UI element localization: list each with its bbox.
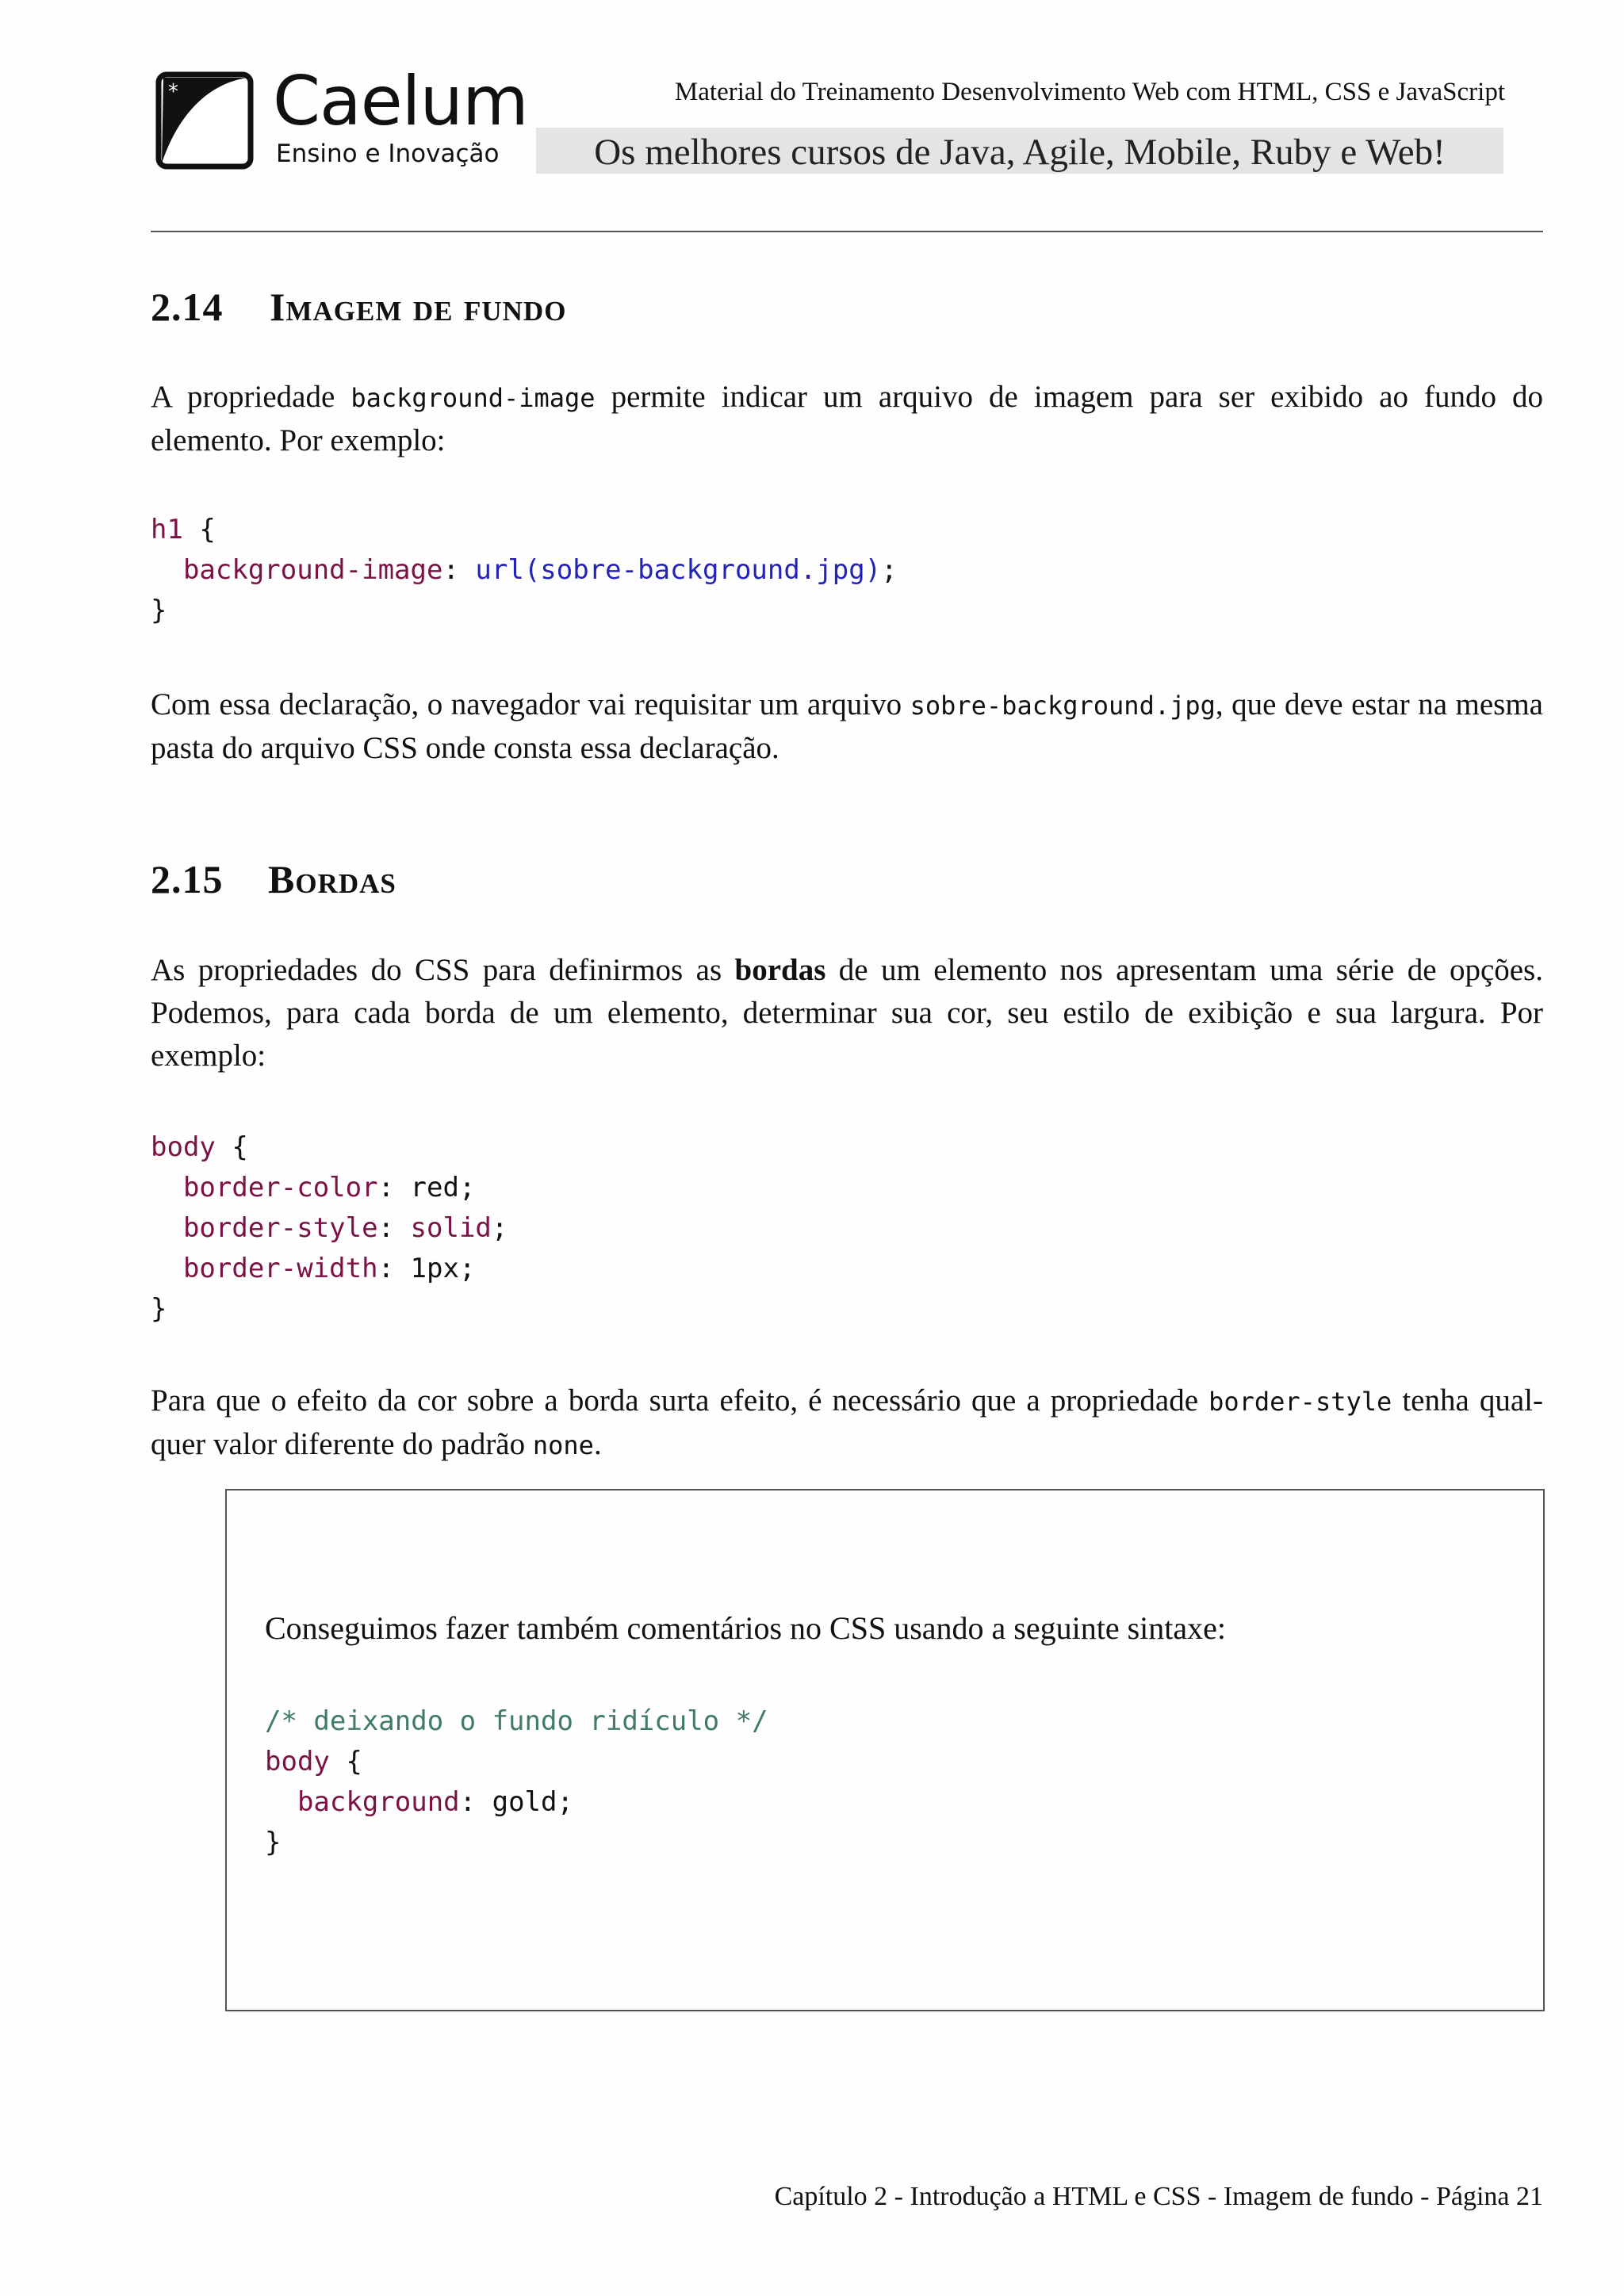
code-selector: body	[151, 1131, 216, 1163]
code-indent	[151, 1212, 183, 1244]
code-semicolon: ;	[491, 1212, 508, 1244]
code-selector: h1	[151, 514, 183, 545]
text-run: tenha qual-quer valor diferente do padrão	[151, 1383, 1543, 1461]
tip-code-block	[265, 1701, 768, 1863]
section-number: 2.15	[151, 857, 224, 901]
code-value: gold;	[492, 1786, 573, 1818]
paragraph	[151, 949, 1543, 1077]
code-colon: :	[377, 1212, 411, 1244]
code-brace: }	[151, 595, 167, 626]
text-run: Para que o efeito da cor sobre a borda surta efeito, é necessário que a propriedade	[151, 1383, 1209, 1418]
code-property: border-style	[182, 1212, 378, 1244]
text-run: permite indicar um arquivo de imagem para ser exibido ao fundo do elemento. Por exemplo:	[151, 380, 1543, 457]
code-brace: }	[151, 1293, 167, 1325]
code-comment: /* deixando o fundo ridículo */	[265, 1705, 768, 1737]
code-selector: body	[265, 1746, 330, 1777]
code-semicolon: ;	[881, 554, 898, 586]
code-indent	[265, 1786, 297, 1818]
section-title: Imagem de fundo	[270, 285, 567, 329]
code-indent	[151, 1253, 183, 1284]
code-property: background-image	[182, 554, 443, 586]
inline-code: border-style	[1208, 1387, 1392, 1417]
caelum-logo-mark-icon	[155, 71, 254, 170]
logo-name: Caelum	[273, 62, 528, 141]
text-run: As propriedades do CSS para definirmos as	[151, 953, 735, 987]
code-value: url(sobre-background.jpg)	[475, 554, 882, 586]
header-divider	[151, 231, 1543, 232]
code-value: 1px;	[410, 1253, 476, 1284]
code-block	[151, 510, 898, 631]
code-colon: :	[459, 1786, 492, 1818]
text-run: Com essa declaração, o navegador vai requisitar um arquivo	[151, 687, 910, 721]
code-colon: :	[377, 1172, 411, 1203]
slogan-band	[536, 128, 1503, 174]
svg-text:*: *	[168, 80, 178, 104]
code-brace: {	[215, 1131, 248, 1163]
code-brace: }	[265, 1827, 282, 1858]
code-value: red;	[410, 1172, 476, 1203]
code-indent	[151, 1172, 183, 1203]
slogan-text: Os melhores cursos de Java, Agile, Mobile, Ruby e Web!	[594, 132, 1446, 173]
code-property: border-color	[182, 1172, 378, 1203]
inline-code: none	[532, 1430, 594, 1460]
bold-text: bordas	[734, 953, 826, 987]
code-property: background	[297, 1786, 460, 1818]
material-title: Material do Treinamento Desenvolvimento Web com HTML, CSS e JavaScript	[674, 78, 1505, 106]
text-run: de um elemento nos apresentam uma série de opções. Podemos, para cada borda de um elemento, determinar sua cor, seu estilo de exibição e sua largura. Por exemplo:	[151, 953, 1543, 1073]
section-title: Bordas	[268, 857, 396, 901]
code-block	[151, 1127, 508, 1330]
text-run: A propriedade	[151, 380, 351, 414]
code-brace: {	[182, 514, 216, 545]
section-heading-2-15	[151, 856, 396, 902]
code-colon: :	[377, 1253, 411, 1284]
code-brace: {	[329, 1746, 362, 1777]
caelum-logo	[155, 62, 528, 178]
inline-code: sobre-background.jpg	[910, 691, 1216, 721]
section-number: 2.14	[151, 285, 224, 329]
logo-tagline: Ensino e Inovação	[276, 140, 500, 168]
paragraph	[151, 683, 1543, 770]
paragraph	[151, 376, 1543, 462]
page-footer: Capítulo 2 - Introdução a HTML e CSS - Imagem de fundo - Página 21	[774, 2182, 1543, 2211]
code-value: solid	[410, 1212, 492, 1244]
paragraph	[151, 1380, 1543, 1467]
code-colon: :	[442, 554, 476, 586]
tip-text: Conseguimos fazer também comentários no CSS usando a seguinte sintaxe:	[265, 1610, 1226, 1646]
section-heading-2-14	[151, 284, 566, 330]
text-run: .	[593, 1427, 602, 1461]
code-property: border-width	[182, 1253, 378, 1284]
inline-code: background-image	[350, 383, 596, 413]
code-indent	[151, 554, 183, 586]
text-run: , que deve estar na mesma pasta do arquivo CSS onde consta essa declaração.	[151, 687, 1543, 765]
